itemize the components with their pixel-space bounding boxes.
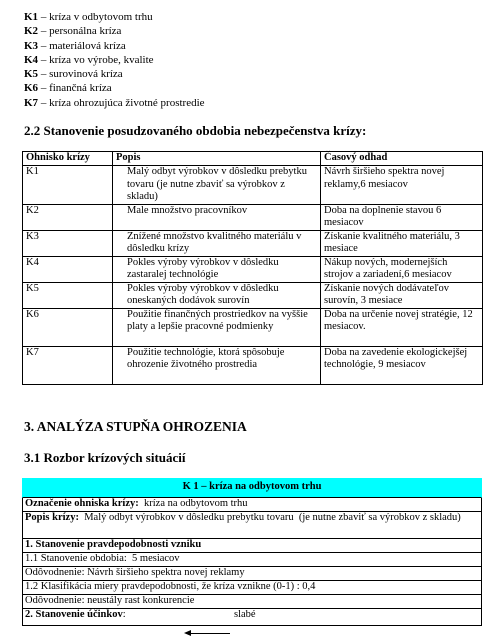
crisis-code: K6 <box>24 82 39 95</box>
estimate-cell: Získanie kvalitného materiálu, 3 mesiace <box>321 230 483 256</box>
table-row <box>23 204 483 230</box>
crisis-text: – kríza vo výrobe, kvalite <box>38 53 154 66</box>
arrow-line <box>190 633 230 634</box>
focus-cell: K2 <box>23 204 113 230</box>
left-arrow-icon <box>184 630 191 636</box>
crisis-text: – finančná kríza <box>38 82 112 95</box>
crisis-code: K3 <box>24 39 39 52</box>
estimate-cell: Doba na určenie novej stratégie, 12 mesiacov. <box>321 308 483 346</box>
estimate-cell: Nákup nových, modernejších strojov a zariadení,6 mesiacov <box>321 256 483 282</box>
focus-value: kríza na odbytovom trhu <box>138 498 248 509</box>
period-text: 1.1 Stanovenie obdobia: 5 mesiacov <box>25 553 180 564</box>
focus-cell: K4 <box>23 256 113 282</box>
list-item <box>24 24 205 38</box>
estimate-cell: Doba na zavedenie ekologickejšej technológie, 9 mesiacov <box>321 346 483 384</box>
estimate-cell: Doba na doplnenie stavou 6 mesiacov <box>321 204 483 230</box>
description-row <box>22 512 482 539</box>
table-header-row <box>23 152 483 166</box>
effects-colon: : <box>122 609 126 620</box>
crisis-code: K4 <box>24 53 39 66</box>
crisis-code: K2 <box>24 25 39 38</box>
description-cell: Použitie finančných prostriedkov na vyššie platy a lepšie pracovné podmienky <box>113 308 321 346</box>
justification-row <box>22 567 482 581</box>
estimate-cell: Získanie nových dodávateľov surovín, 3 mesiace <box>321 282 483 308</box>
crisis-text: – kríza v odbytovom trhu <box>38 11 153 23</box>
justification-row <box>22 595 482 609</box>
table-row <box>23 282 483 308</box>
table-row <box>23 256 483 282</box>
k1-box-header: K 1 – kríza na odbytovom trhu <box>22 478 482 498</box>
column-header: Popis <box>113 152 321 166</box>
focus-label: Označenie ohniska krízy: <box>25 498 139 509</box>
k1-crisis-box <box>22 478 482 626</box>
estimate-cell: Návrh širšieho spektra novej reklamy,6 mesiacov <box>321 166 483 205</box>
section-heading: 3. ANALÝZA STUPŇA OHROZENIA <box>24 419 247 434</box>
justification-text: Odôvodnenie: neustály rast konkurencie <box>25 595 195 606</box>
focus-row <box>22 498 482 512</box>
list-item <box>24 96 205 110</box>
description-cell: Pokles výroby výrobkov v dôsledku zastaralej technológie <box>113 256 321 282</box>
effects-label: 2. Stanovenie účinkov <box>25 609 123 620</box>
probability-heading-row <box>22 539 482 553</box>
table-row <box>23 230 483 256</box>
list-item <box>24 81 205 95</box>
crisis-text: – personálna kríza <box>38 25 122 38</box>
table-row <box>23 346 483 384</box>
list-item <box>24 10 205 24</box>
effects-row <box>22 609 482 626</box>
focus-cell: K6 <box>23 308 113 346</box>
description-label: Popis krízy: <box>25 512 79 523</box>
table-row <box>23 166 483 205</box>
classification-text: 1.2 Klasifikácia miery pravdepodobnosti, že kríza vznikne (0-1) : 0,4 <box>25 581 316 592</box>
description-cell: Pokles výroby výrobkov v dôsledku oneskaných dodávok surovín <box>113 282 321 308</box>
classification-row <box>22 581 482 595</box>
description-cell: Znížené množstvo kvalitného materiálu v dôsledku krízy <box>113 230 321 256</box>
description-cell: Male množstvo pracovníkov <box>113 204 321 230</box>
focus-cell: K7 <box>23 346 113 384</box>
justification-text: Odôvodnenie: Návrh širšieho spektra novej reklamy <box>25 567 245 578</box>
effects-value: slabé <box>234 609 256 620</box>
focus-cell: K5 <box>23 282 113 308</box>
section-heading: 2.2 Stanovenie posudzovaného obdobia nebezpečenstva krízy: <box>24 123 367 138</box>
crisis-code: K5 <box>24 68 39 81</box>
description-value: Malý odbyt výrobkov v dôsledku prebytku tovaru (je nutne zbaviť sa výrobkov z skladu) <box>78 512 461 523</box>
list-item <box>24 67 205 81</box>
crisis-period-table <box>22 151 483 385</box>
crisis-code: K1 <box>24 11 39 23</box>
column-header: Ohnisko krízy <box>23 152 113 166</box>
period-row <box>22 553 482 567</box>
subsection-heading: 3.1 Rozbor krízových situácií <box>24 450 186 465</box>
table-row <box>23 308 483 346</box>
focus-cell: K3 <box>23 230 113 256</box>
column-header: Časový odhad <box>321 152 483 166</box>
list-item <box>24 53 205 67</box>
crisis-text: – materiálová kríza <box>38 39 126 52</box>
crisis-text: – kríza ohrozujúca životné prostredie <box>38 96 205 109</box>
description-cell: Použitie technológie, ktorá spôsobuje ohrozenie životného prostredia <box>113 346 321 384</box>
probability-heading: 1. Stanovenie pravdepodobnosti vzniku <box>25 539 202 550</box>
focus-cell: K1 <box>23 166 113 205</box>
crisis-text: – surovinová kríza <box>38 68 123 81</box>
description-cell: Malý odbyt výrobkov v dôsledku prebytku tovaru (je nutne zbaviť sa výrobkov z skladu) <box>113 166 321 205</box>
list-item <box>24 39 205 53</box>
crisis-code: K7 <box>24 96 39 109</box>
crisis-type-list <box>24 10 205 110</box>
